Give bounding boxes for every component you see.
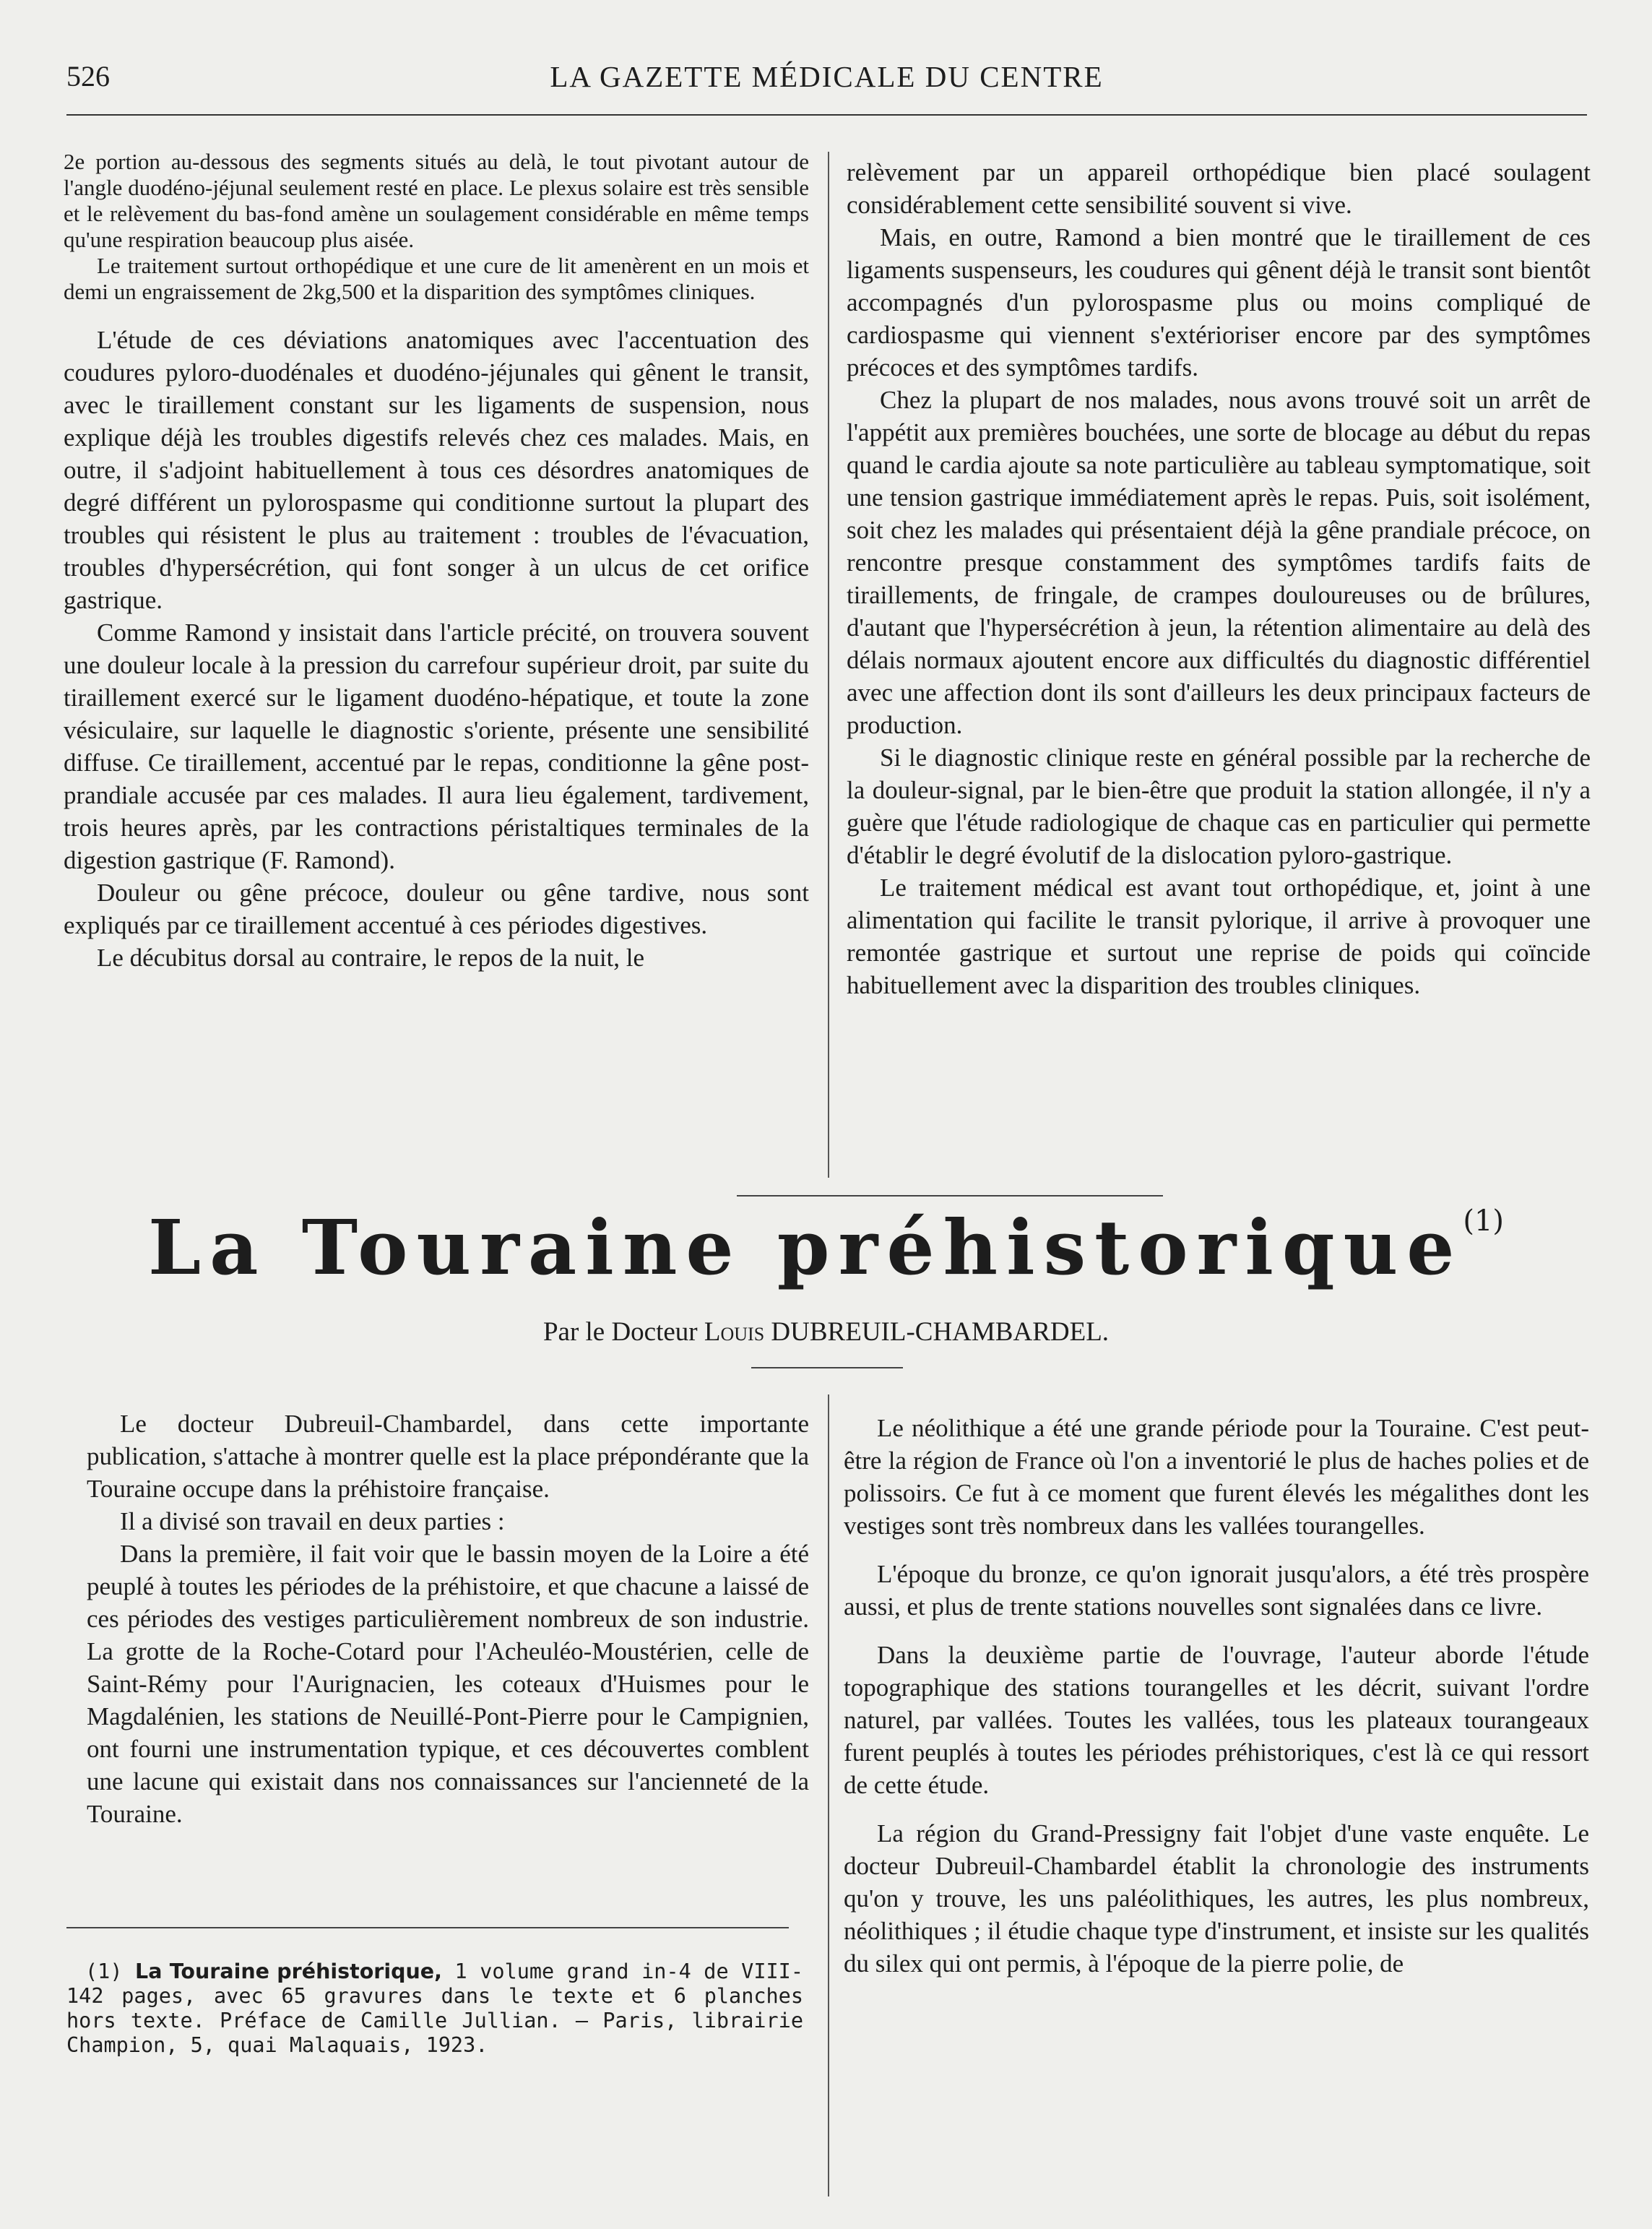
body-paragraph: Dans la première, il fait voir que le bassin moyen de la Loire a été peuplé à toutes les périodes de la préhistoire, et que chacune a laissé de ces périodes des vestiges particulièrement nombreux de son industrie. La grotte de la Roche-Cotard pour l'Acheuléo-Moustérien, celle de Saint-Rémy pour l'Aurignacien, les coteaux d'Huismes pour le Magdalénien, les stations de Neuillé-Pont-Pierre pour le Campignien, ont fourni une instrumentation typique, et ces découvertes comblent une lacune qui existait dans nos connaissances sur l'ancienneté de la Touraine. <box>87 1540 809 1828</box>
case-paragraph: 2e portion au-dessous des segments situés au delà, le tout pivotant autour de l'angle duodéno-jéjunal seulement resté en place. Le plexus solaire est très sensible et le relèvement du bas-fond amène un soulagement considérable en même temps qu'une respiration beaucoup plus aisée. <box>64 149 809 252</box>
byline-prefix: Par le Docteur <box>542 1317 698 1347</box>
title-footnote-marker: (1) <box>1463 1204 1505 1238</box>
body-paragraph: La région du Grand-Pressigny fait l'objet d'une vaste enquête. Le docteur Dubreuil-Chambardel établit la chronologie des instruments qu'on y trouve, les uns paléolithiques, les autres, les plus nombreux, néolithiques ; il étudie chaque type d'instrument, et insiste sur les qualités du silex qui ont permis, à l'époque de la pierre polie, de <box>844 1819 1589 1978</box>
body-paragraph: Il a divisé son travail en deux parties : <box>120 1507 505 1535</box>
body-paragraph: Le néolithique a été une grande période pour la Touraine. C'est peut-être la région de France où l'on a inventorié le plus de haches polies et de polissoirs. Ce fut à ce moment que furent élevés les mégalithes dont les vestiges sont très nombreux dans les vallées tourangelles. <box>844 1414 1589 1540</box>
page-number: 526 <box>66 60 110 92</box>
article-title-text: La Touraine préhistorique <box>147 1203 1463 1292</box>
body-paragraph: Mais, en outre, Ramond a bien montré que le tiraillement de ces ligaments suspenseurs, les coudures qui gênent déjà le transit sont bientôt accompagnés d'un pylorospasme plus ou moins compliqué de cardiospasme qui viennent s'extérioriser encore par des symptômes précoces et des symptômes tardifs. <box>847 223 1591 381</box>
body-paragraph: L'époque du bronze, ce qu'on ignorait jusqu'alors, a été très prospère aussi, et plus de trente stations nouvelles sont signalées dans ce livre. <box>844 1560 1589 1621</box>
byline-rule <box>751 1367 903 1368</box>
footnote <box>66 1959 803 2058</box>
body-paragraph: Le décubitus dorsal au contraire, le repos de la nuit, le <box>97 944 645 972</box>
body-paragraph: Le docteur Dubreuil-Chambardel, dans cette importante publication, s'attache à montrer quelle est la place prépondérante que la Touraine occupe dans la préhistoire française. <box>87 1410 809 1503</box>
discussion-text <box>64 324 809 974</box>
body-paragraph: Douleur ou gêne précoce, douleur ou gêne tardive, nous sont expliqués par ce tiraillement accentué à ces périodes digestives. <box>64 879 809 939</box>
footnote-text: 1 volume grand in-4 de VIII-142 pages, avec 65 gravures dans le texte et 6 planches hors texte. Préface de Camille Jullian. — Paris, librairie Champion, 5, quai Malaquais, 1923. <box>66 1959 803 2057</box>
running-header <box>66 59 1587 103</box>
top-right-column <box>847 156 1591 1001</box>
body-paragraph: Chez la plupart de nos malades, nous avons trouvé soit un arrêt de l'appétit aux premières bouchées, une sorte de blocage au début du repas quand le cardia ajoute sa note particulière au tableau symptomatique, soit une tension gastrique immédiatement après le repas. Puis, soit isolément, soit chez les malades qui présentaient déjà la gêne prandiale précoce, on rencontre presque constamment des symptômes tardifs faits de tiraillements, de fringale, de crampes douloureuses ou de brûlures, d'autant que l'hypersécrétion à jeun, la rétention alimentaire au delà des délais normaux ajoutent encore aux difficultés du diagnostic différentiel avec une affection dont ils sont d'ailleurs les deux principaux facteurs de production. <box>847 386 1591 739</box>
author-first-name: Louis <box>704 1317 765 1347</box>
bottom-left-column <box>87 1407 809 1830</box>
body-paragraph: Si le diagnostic clinique reste en général possible par la recherche de la douleur-signal, par le bien-être que produit la station allongée, il n'y a guère que l'étude radiologique de chaque cas en particulier qui permette d'établir le degré évolutif de la dislocation pyloro-gastrique. <box>847 743 1591 869</box>
body-paragraph: Dans la deuxième partie de l'ouvrage, l'auteur aborde l'étude topographique des stations tourangelles et les décrit, suivant l'ordre naturel, par vallées. Toutes les vallées, tous les plateaux tourangeaux furent peuplés à toutes les périodes préhistoriques, c'est là ce qui ressort de cette étude. <box>844 1641 1589 1799</box>
section-separator <box>737 1195 1163 1197</box>
journal-title: LA GAZETTE MÉDICALE DU CENTRE <box>550 60 1104 93</box>
body-paragraph: Comme Ramond y insistait dans l'article précité, on trouvera souvent une douleur locale à la pression du carrefour supérieur droit, par suite du tiraillement exercé sur le ligament duodéno-hépatique, et toute la zone vésiculaire, sur laquelle le diagnostic s'oriente, présente une sensibilité diffuse. Ce tiraillement, accentué par le repas, conditionne la gêne post-prandiale accusée par ces malades. Il aura lieu également, tardivement, trois heures après, par les contractions péristaltiques terminales de la digestion gastrique (F. Ramond). <box>64 618 809 874</box>
article-title <box>0 1203 1652 1292</box>
case-paragraph: Le traitement surtout orthopédique et une cure de lit amenèrent en un mois et demi un engraissement de 2kg,500 et la disparition des symptômes cliniques. <box>64 253 809 304</box>
footnote-marker: (1) <box>85 1959 123 1983</box>
body-paragraph: L'étude de ces déviations anatomiques avec l'accentuation des coudures pyloro-duodénales et duodéno-jéjunales qui gênent le transit, avec le tiraillement constant sur les ligaments de suspension, nous explique déjà les troubles digestifs relevés chez ces malades. Mais, en outre, il s'adjoint habituellement à tous ces désordres anatomiques de degré différent un pylorospasme qui conditionne surtout la plupart des troubles qui résistent le plus au traitement : troubles de l'évacuation, troubles d'hypersécrétion, qui font songer à un ulcus de cet orifice gastrique. <box>64 326 809 614</box>
column-divider <box>828 152 829 1178</box>
column-divider <box>828 1394 829 2196</box>
body-paragraph: Le traitement médical est avant tout orthopédique, et, joint à une alimentation qui facilite le transit pylorique, il arrive à provoquer une remontée gastrique et surtout une reprise de poids qui coïncide habituellement avec la disparition des troubles cliniques. <box>847 874 1591 999</box>
top-left-column <box>64 149 809 974</box>
header-rule <box>66 114 1587 116</box>
case-report-continuation <box>64 149 809 305</box>
bottom-right-column <box>844 1412 1589 1980</box>
byline <box>0 1316 1652 1348</box>
footnote-rule <box>66 1927 789 1928</box>
author-last-name: DUBREUIL-CHAMBARDEL. <box>771 1317 1110 1347</box>
footnote-title: La Touraine préhistorique, <box>135 1959 442 1983</box>
body-paragraph: relèvement par un appareil orthopédique bien placé soulagent considérablement cette sensibilité souvent si vive. <box>847 158 1591 219</box>
